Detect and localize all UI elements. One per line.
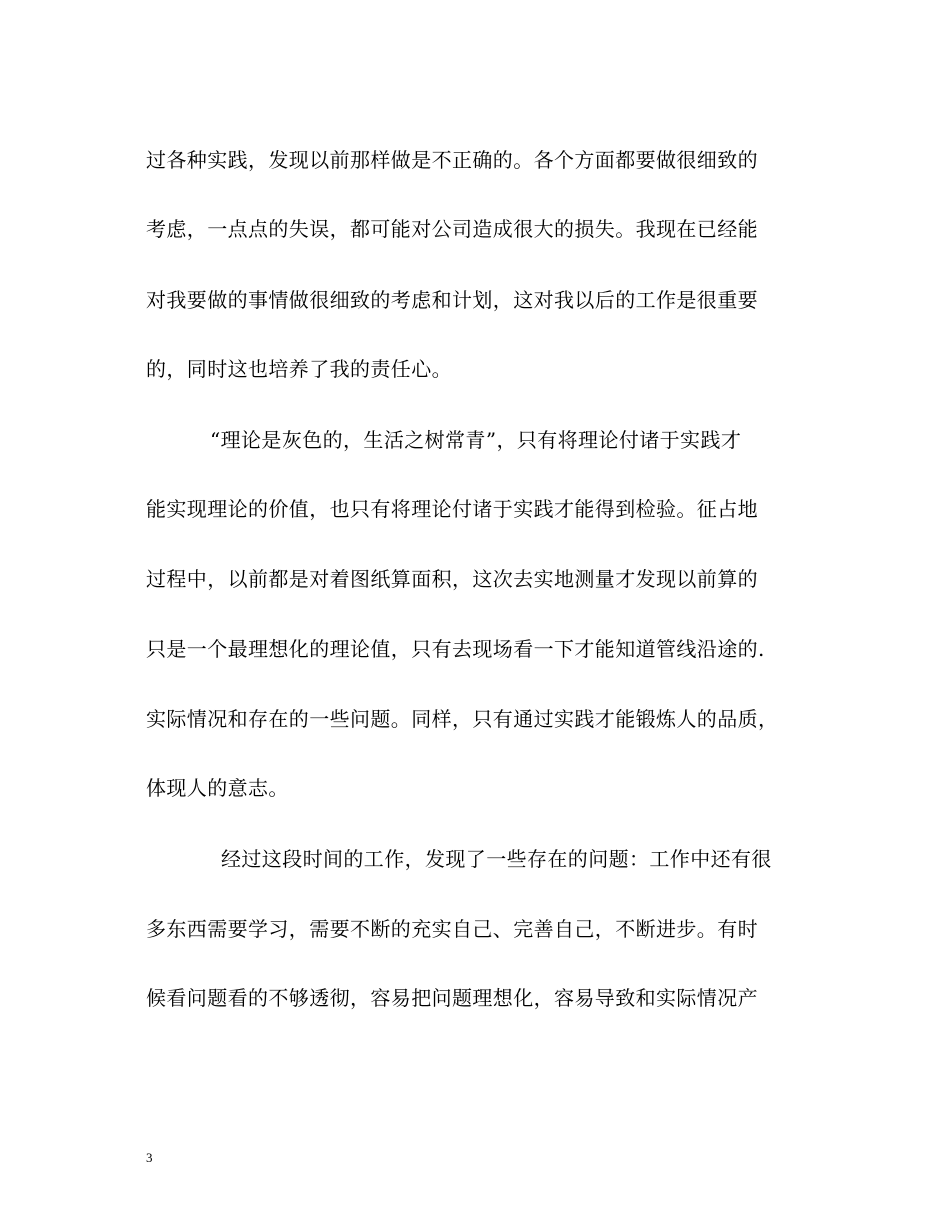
paragraph-first-line: “理论是灰色的，生活之树常青”，只有将理论付诸于实践才 [210,428,742,452]
body-text-line: 对我要做的事情做很细致的考虑和计划，这对我以后的工作是很重要 [146,288,758,312]
paragraph-first-line: 经过这段时间的工作，发现了一些存在的问题：工作中还有很 [221,847,772,871]
body-text-line: 考虑，一点点的失误，都可能对公司造成很大的损失。我现在已经能 [146,217,758,241]
body-text-line: 体现人的意志。 [146,776,289,800]
body-text-line: 能实现理论的价值，也只有将理论付诸于实践才能得到检验。征占地 [146,497,758,521]
page-number: 3 [146,1150,153,1165]
body-text-line: 过各种实践，发现以前那样做是不正确的。各个方面都要做很细致的 [146,148,758,172]
body-text-line: 过程中，以前都是对着图纸算面积，这次去实地测量才发现以前算的 [146,567,758,591]
body-text-line: 只是一个最理想化的理论值，只有去现场看一下才能知道管线沿途的. [146,637,765,661]
body-text-line: 的，同时这也培养了我的责任心。 [146,357,452,381]
body-text-line: 实际情况和存在的一些问题。同样，只有通过实践才能锻炼人的品质， [146,707,779,731]
body-text-line: 多东西需要学习，需要不断的充实自己、完善自己，不断进步。有时 [146,917,758,941]
body-text-line: 候看问题看的不够透彻，容易把问题理想化，容易导致和实际情况产 [146,986,758,1010]
